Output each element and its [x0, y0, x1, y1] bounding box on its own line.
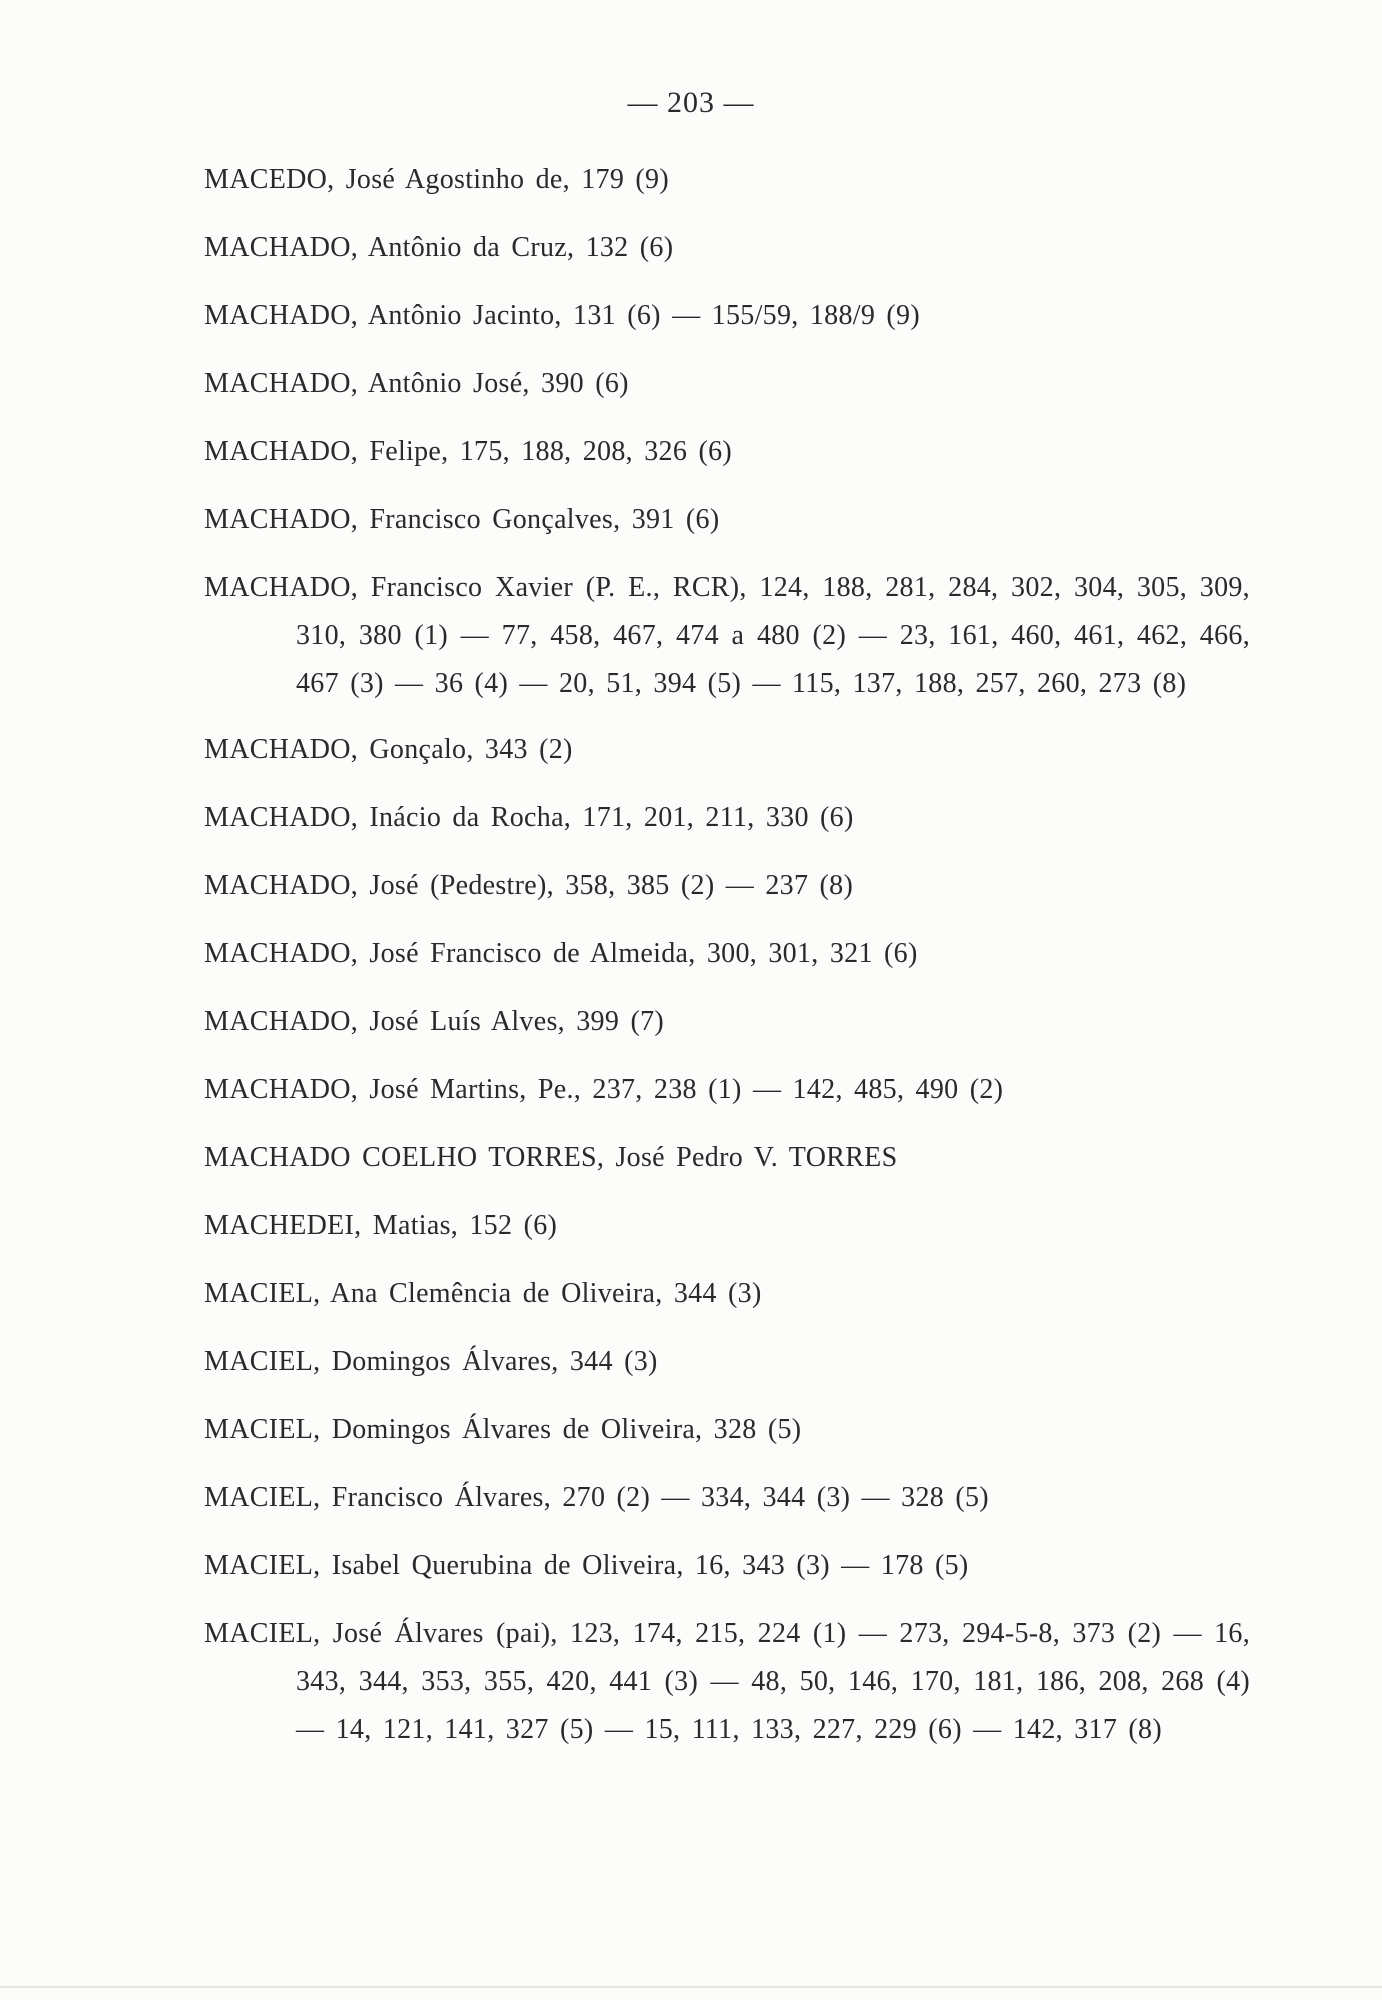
index-entry: MACHADO, Francisco Xavier (P. E., RCR), 124, 188, 281, 284, 302, 304, 305, 309, 310, 380 (1) — 77, 458, 467, 474 a 480 (2) — 23, 161, 460, 461, 462, 466, 467 (3) — 36 (4) — 20, 51, 394 (5) — 115, 137, 188, 257, 260, 273 (8) [204, 572, 1250, 699]
index-entry: MACHADO, Antônio da Cruz, 132 (6) [204, 232, 674, 263]
index-entry: MACHADO, Antônio José, 390 (6) [204, 368, 629, 399]
page-bottom-edge [0, 1986, 1382, 1988]
index-entry: MACHADO, Antônio Jacinto, 131 (6) — 155/59, 188/9 (9) [204, 300, 920, 331]
index-entry: MACHADO, Felipe, 175, 188, 208, 326 (6) [204, 436, 733, 467]
index-entry: MACHADO, José Martins, Pe., 237, 238 (1) — 142, 485, 490 (2) [204, 1074, 1004, 1105]
index-entry: MACIEL, Domingos Álvares, 344 (3) [204, 1346, 658, 1377]
page-number: — 203 — [627, 86, 755, 119]
index-entry: MACHADO, José Francisco de Almeida, 300, 301, 321 (6) [204, 938, 918, 969]
index-entry: MACHADO, José (Pedestre), 358, 385 (2) — 237 (8) [204, 870, 854, 901]
index-entry: MACHADO, Gonçalo, 343 (2) [204, 734, 573, 765]
index-entry: MACIEL, Ana Clemência de Oliveira, 344 (3) [204, 1278, 762, 1309]
index-list [204, 156, 1250, 1772]
index-entry: MACHADO COELHO TORRES, José Pedro V. TORRES [204, 1142, 898, 1173]
index-entry: MACIEL, José Álvares (pai), 123, 174, 215, 224 (1) — 273, 294-5-8, 373 (2) — 16, 343, 344, 353, 355, 420, 441 (3) — 48, 50, 146, 170, 181, 186, 208, 268 (4) — 14, 121, 141, 327 (5) — 15, 111, 133, 227, 229 (6) — 142, 317 (8) [204, 1618, 1250, 1745]
index-entry: MACIEL, Domingos Álvares de Oliveira, 328 (5) [204, 1414, 802, 1445]
index-entry: MACHADO, José Luís Alves, 399 (7) [204, 1006, 665, 1037]
index-entry: MACIEL, Francisco Álvares, 270 (2) — 334, 344 (3) — 328 (5) [204, 1482, 989, 1513]
index-entry: MACIEL, Isabel Querubina de Oliveira, 16, 343 (3) — 178 (5) [204, 1550, 969, 1581]
index-entry: MACEDO, José Agostinho de, 179 (9) [204, 164, 669, 195]
index-entry: MACHADO, Inácio da Rocha, 171, 201, 211, 330 (6) [204, 802, 854, 833]
index-entry: MACHADO, Francisco Gonçalves, 391 (6) [204, 504, 720, 535]
index-entry: MACHEDEI, Matias, 152 (6) [204, 1210, 558, 1241]
